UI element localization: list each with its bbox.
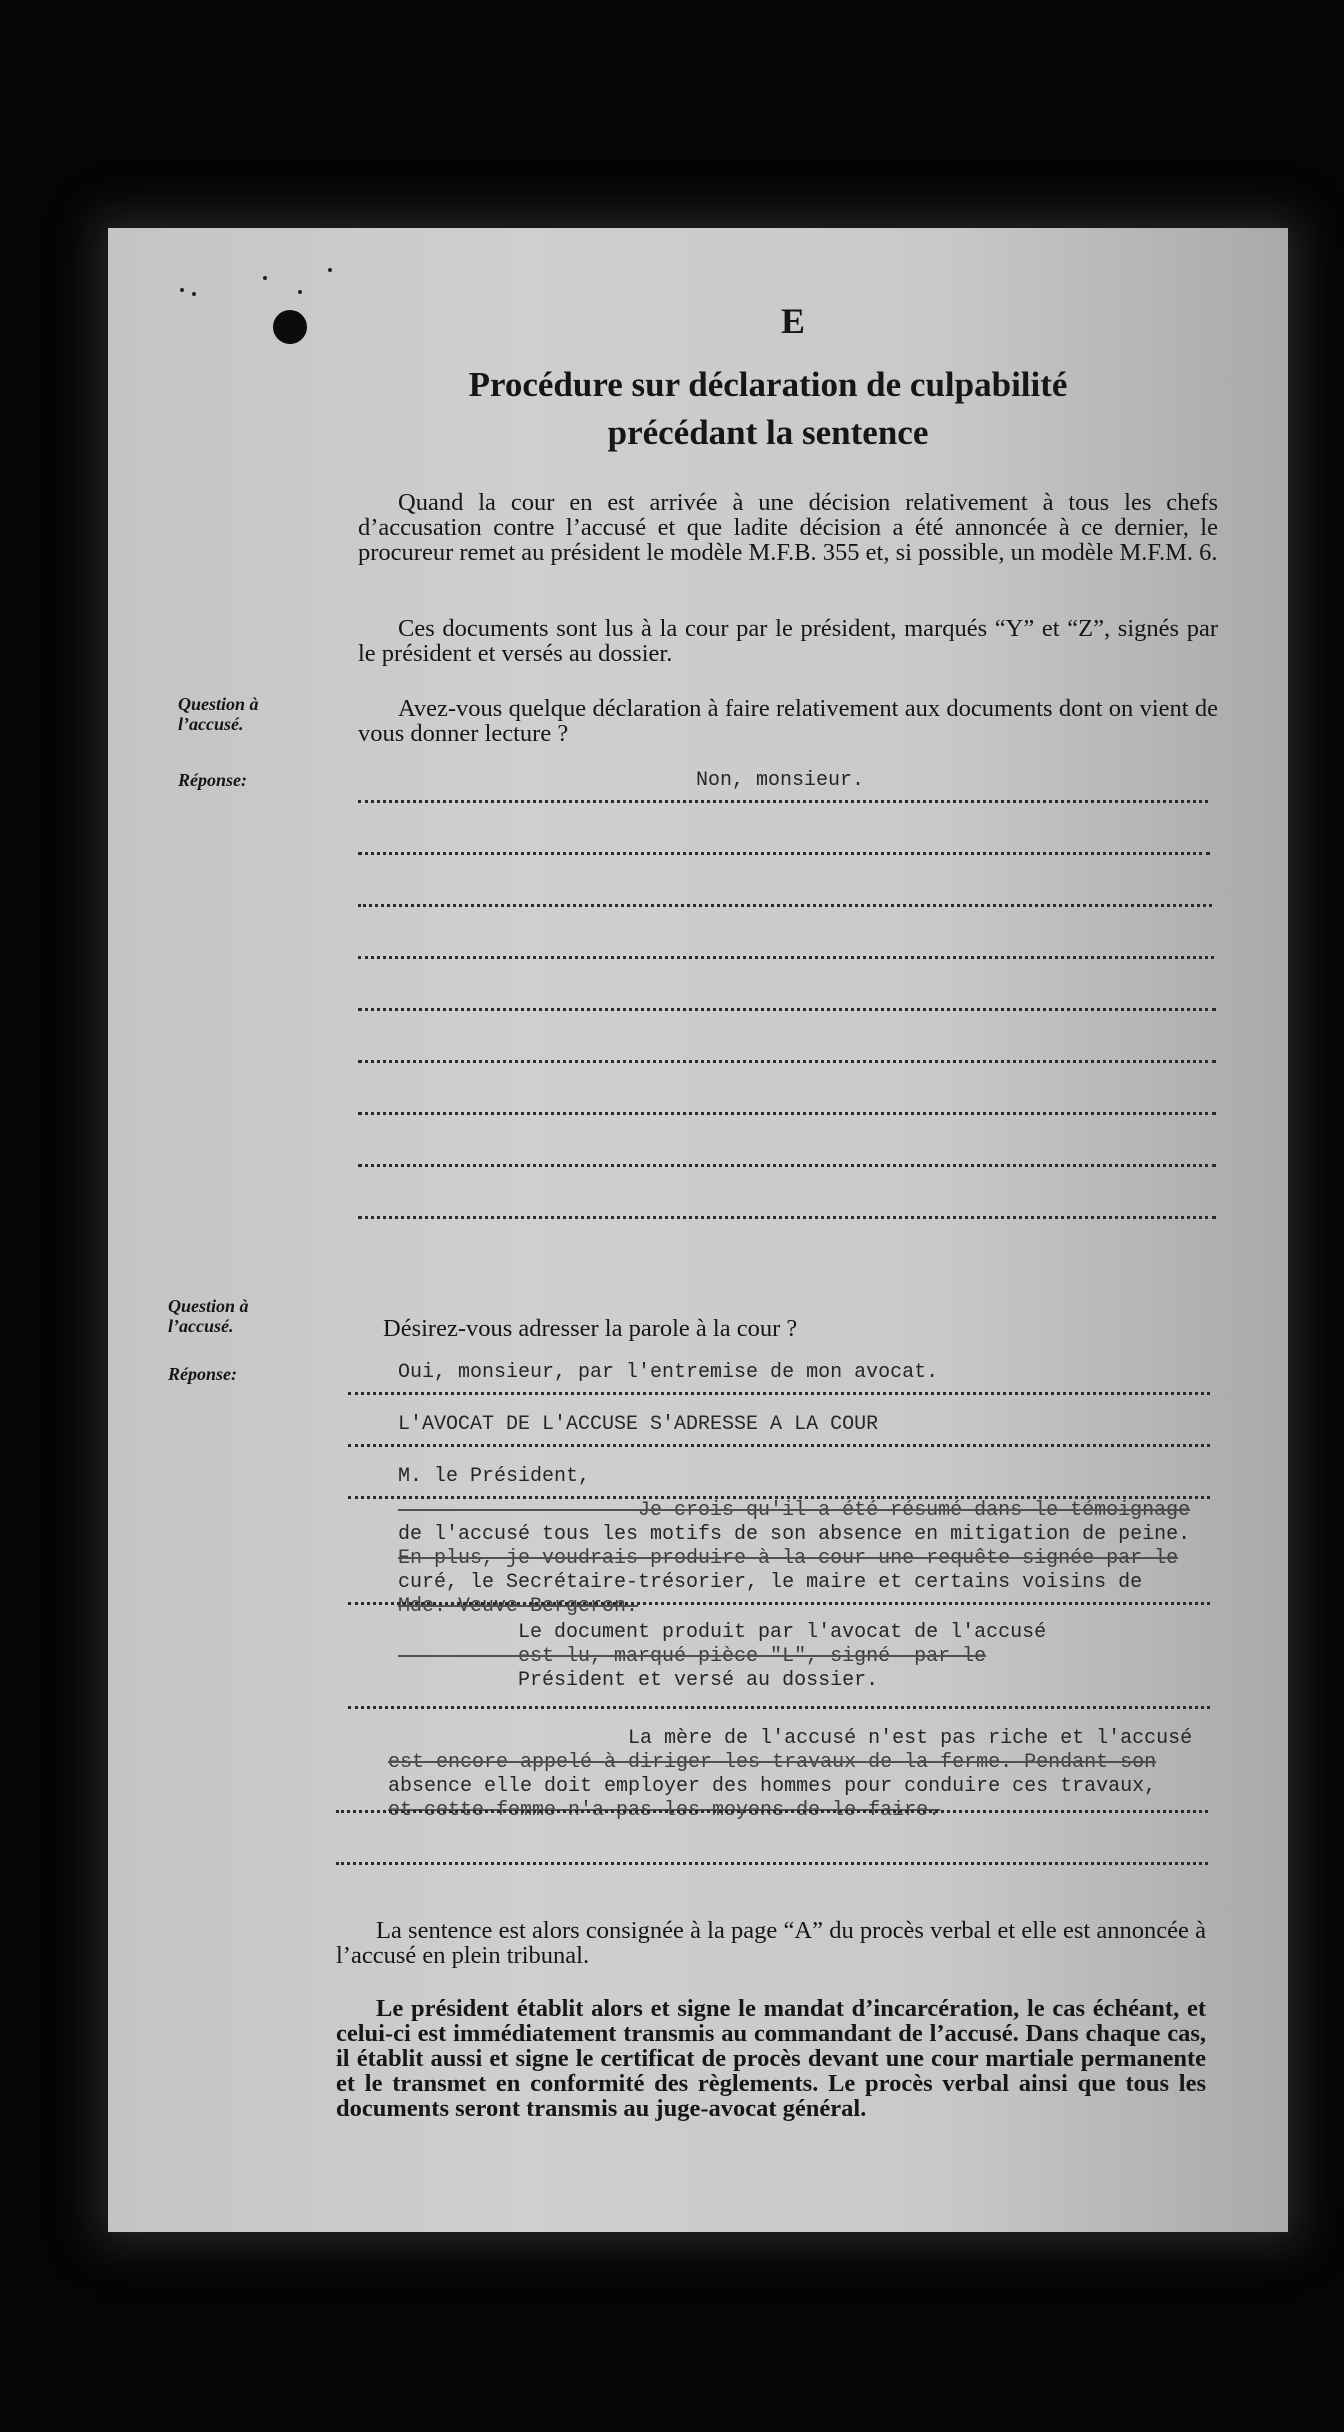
answer-2-line: et cette femme n'a pas les moyens de le faire. [388, 1799, 941, 1822]
closing-paragraph-1: La sentence est alors consignée à la page “A” du procès verbal et elle est annoncée à l’accusé en plein tribunal. [336, 1917, 1206, 1969]
question-1: Avez-vous quelque déclaration à faire relativement aux documents dont on vient de vous donner lecture ? [358, 695, 1218, 747]
speck [328, 268, 332, 272]
speck [298, 290, 302, 294]
answer-line [358, 904, 1212, 907]
question-label-2: Question à l’accusé. [168, 1296, 249, 1336]
speck [180, 288, 184, 292]
answer-2-line: Le document produit par l'avocat de l'accusé [398, 1621, 1047, 1644]
answer-line [358, 1060, 1216, 1063]
answer-line [348, 1392, 1210, 1395]
answer-line [348, 1444, 1210, 1447]
answer-line [348, 1602, 1210, 1605]
intro-paragraph-2: Ces documents sont lus à la cour par le président, marqués “Y” et “Z”, signés par le président et versés au dossier. [358, 615, 1218, 667]
answer-line [358, 852, 1210, 855]
answer-line [336, 1862, 1208, 1865]
question-2: Désirez-vous adresser la parole à la cour ? [383, 1315, 798, 1342]
speck [192, 292, 196, 296]
answer-2-line: Président et versé au dossier. [398, 1669, 879, 1692]
answer-line [358, 1216, 1216, 1219]
answer-line [358, 1008, 1216, 1011]
answer-line [358, 1112, 1216, 1115]
document-page [108, 228, 1288, 2232]
answer-2-line: curé, le Secrétaire-trésorier, le maire et certains voisins de [398, 1571, 1143, 1594]
answer-2-line: Oui, monsieur, par l'entremise de mon avocat. [398, 1361, 939, 1384]
answer-2-line: absence elle doit employer des hommes pour conduire ces travaux, [388, 1775, 1157, 1798]
answer-2-line: de l'accusé tous les motifs de son absence en mitigation de peine. [398, 1523, 1191, 1546]
answer-2-line: La mère de l'accusé n'est pas riche et l'accusé [388, 1727, 1193, 1750]
answer-line [336, 1810, 1208, 1813]
answer-2-line: L'AVOCAT DE L'ACCUSE S'ADRESSE A LA COUR [398, 1413, 879, 1436]
answer-line [358, 800, 1208, 803]
answer-line [348, 1706, 1210, 1709]
intro-paragraph-1: Quand la cour en est arrivée à une décision relativement à tous les chefs d’accusation contre l’accusé et que ladite décision a été annoncée à ce dernier, le procureur remet au président le modèle M.F.B. 355 et, si possible, un modèle M.F.M. 6. [358, 489, 1218, 566]
answer-line [358, 956, 1214, 959]
answer-2-line: En plus, je voudrais produire à la cour une requête signée par le [398, 1547, 1179, 1570]
answer-2-line: Je crois qu'il a été résumé dans le témoignage [398, 1499, 1191, 1522]
speck [263, 276, 267, 280]
answer-2-line: M. le Président, [398, 1465, 591, 1488]
title-line-1: Procédure sur déclaration de culpabilité [468, 365, 1068, 404]
answer-label-2: Réponse: [168, 1364, 237, 1384]
answer-2-line: Mde. Veuve Bergeron. [398, 1595, 639, 1618]
question-label-1: Question à l’accusé. [178, 694, 259, 734]
answer-1-typed: Non, monsieur. [696, 769, 865, 792]
closing-paragraph-2: Le président établit alors et signe le mandat d’incarcération, le cas échéant, et celui-ci est immédiatement transmis au commandant de l’accusé. Dans chaque cas, il établit aussi et signe le certificat de procès devant une cour martiale permanente et le transmet en conformité des règlements. Le procès verbal ainsi que tous les documents seront transmis au juge-avocat général. [336, 1995, 1206, 2122]
answer-2-line: est encore appelé à diriger les travaux de la ferme. Pendant son [388, 1751, 1157, 1774]
title-line-2: précédant la sentence [607, 413, 929, 452]
answer-line [358, 1164, 1216, 1167]
answer-2-line: est lu, marqué pièce "L", signé par le [398, 1645, 987, 1668]
section-letter: E [780, 301, 805, 341]
answer-label-1: Réponse: [178, 770, 247, 790]
